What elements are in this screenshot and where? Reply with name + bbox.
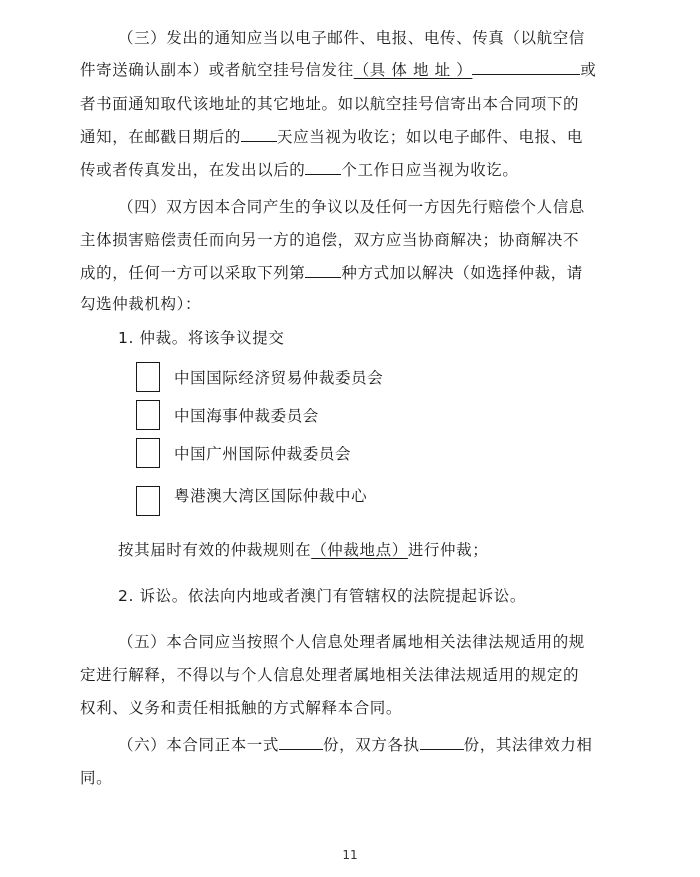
arbitration-rule-rest: 进行仲裁；	[407, 541, 489, 559]
checkbox-cietac[interactable]	[136, 362, 160, 392]
each-copies-blank[interactable]	[420, 735, 464, 750]
address-blank[interactable]	[472, 60, 580, 75]
days-blank[interactable]	[241, 127, 277, 142]
section3-line4	[80, 127, 620, 147]
section5-line2: 定进行解释，不得以与个人信息处理者属地相关法律法规适用的规定的	[80, 666, 580, 684]
checkbox-gzac[interactable]	[136, 438, 160, 468]
section4-line3	[80, 263, 620, 283]
section6-line1	[118, 735, 658, 755]
arbitration-option-1	[136, 362, 556, 396]
section6-line2: 同。	[80, 769, 113, 787]
section3-line2-or: 或	[580, 61, 597, 79]
section6-line1-rest: 份，其法律效力相	[463, 736, 593, 754]
arbitration-option-label: 中国海事仲裁委员会	[174, 407, 319, 425]
arbitration-heading: 1. 仲裁。将该争议提交	[118, 329, 285, 347]
arbitration-option-4	[136, 486, 556, 520]
section3-line2-text: 件寄送确认副本）或者航空挂号信发往	[80, 61, 354, 79]
arbitration-option-2	[136, 400, 556, 434]
arbitration-rule-line	[118, 540, 658, 560]
section3-line5-text: 传或者传真发出，在发出以后的	[80, 161, 306, 179]
arbitration-option-label: 中国广州国际仲裁委员会	[174, 445, 352, 463]
section6-line1-text: （六）本合同正本一式	[118, 736, 280, 754]
litigation-line: 2. 诉讼。依法向内地或者澳门有管辖权的法院提起诉讼。	[118, 587, 526, 605]
section3-line1: （三）发出的通知应当以电子邮件、电报、电传、传真（以航空信	[118, 29, 585, 47]
arbitration-option-3	[136, 438, 556, 472]
section4-line4: 勾选仲裁机构）：	[80, 295, 202, 313]
section4-line3-text: 成的，任何一方可以采取下列第	[80, 264, 306, 282]
section5-line3: 权利、义务和责任相抵触的方式解释本合同。	[80, 699, 403, 717]
section4-line1: （四）双方因本合同产生的争议以及任何一方因先行赔偿个人信息	[118, 198, 585, 216]
section3-line3: 者书面通知取代该地址的其它地址。如以航空挂号信寄出本合同项下的	[80, 95, 580, 113]
section6-line1-mid: 份，双方各执	[323, 736, 420, 754]
address-placeholder: （具 体 地 址 ）	[353, 61, 473, 79]
copies-blank[interactable]	[279, 735, 323, 750]
section4-line3-rest: 种方式加以解决（如选择仲裁，请	[341, 264, 583, 282]
section3-line2	[80, 60, 620, 80]
arbitration-rule-text: 按其届时有效的仲裁规则在	[118, 541, 312, 559]
section3-line5-rest: 个工作日应当视为收讫。	[341, 161, 519, 179]
section5-line1: （五）本合同应当按照个人信息处理者属地相关法律法规适用的规	[118, 633, 585, 651]
section3-line4-text: 通知，在邮戳日期后的	[80, 128, 242, 146]
section3-line5	[80, 160, 620, 180]
checkbox-cmac[interactable]	[136, 400, 160, 430]
arbitration-place-placeholder: （仲裁地点）	[311, 541, 408, 559]
section3-line4-rest: 天应当视为收讫；如以电子邮件、电报、电	[277, 128, 583, 146]
page-number: 11	[342, 848, 358, 862]
checkbox-gba-iac[interactable]	[136, 486, 160, 516]
arbitration-option-label: 中国国际经济贸易仲裁委员会	[174, 369, 384, 387]
workdays-blank[interactable]	[305, 160, 341, 175]
arbitration-option-label: 粤港澳大湾区国际仲裁中心	[174, 487, 368, 505]
method-blank[interactable]	[305, 263, 341, 278]
section4-line2: 主体损害赔偿责任而向另一方的追偿，双方应当协商解决；协商解决不	[80, 231, 580, 249]
